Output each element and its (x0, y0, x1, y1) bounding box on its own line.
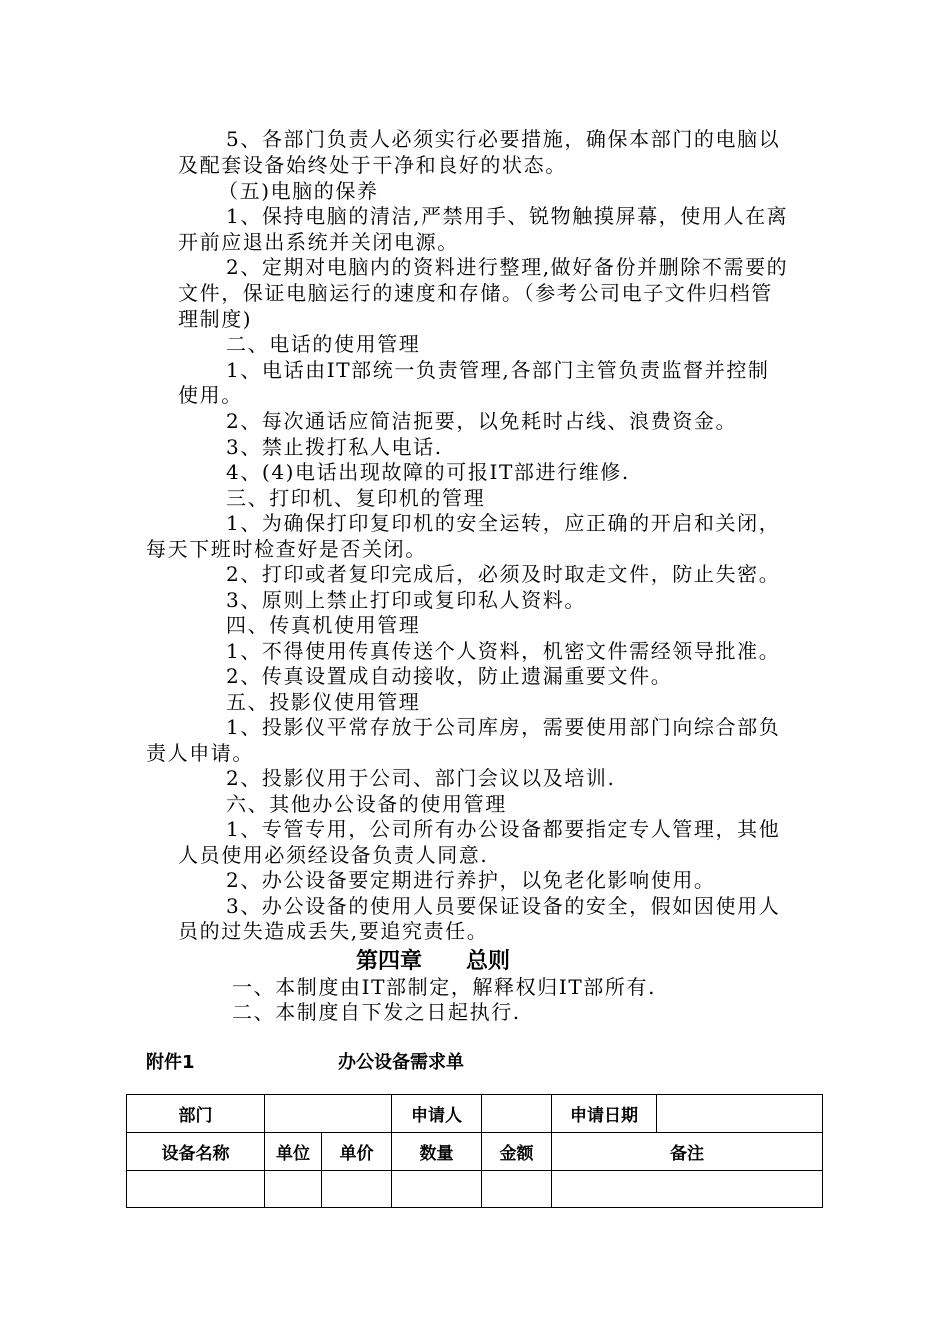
body-line: 理制度) (178, 307, 253, 331)
body-line: 5、各部门负责人必须实行必要措施，确保本部门的电脑以 (226, 127, 781, 151)
section-heading: 二、电话的使用管理 (226, 332, 421, 356)
body-line: （五)电脑的保养 (218, 179, 379, 203)
chapter-heading (356, 944, 510, 975)
body-line: 2、每次通话应简洁扼要，以免耗时占线、浪费资金。 (226, 409, 738, 433)
remarks-cell[interactable] (552, 1171, 823, 1208)
attachment-title: 办公设备需求单 (338, 1052, 464, 1073)
equipment-name-cell[interactable] (127, 1171, 265, 1208)
body-line: 2、定期对电脑内的资料进行整理,做好备份并删除不需要的 (226, 255, 789, 279)
body-line: 1、投影仪平常存放于公司库房，需要使用部门向综合部负 (226, 715, 781, 739)
body-line: 1、电话由IT部统一负责管理,各部门主管负责监督并控制 (226, 358, 770, 382)
body-line: 1、专管专用，公司所有办公设备都要指定专人管理，其他 (226, 817, 781, 841)
chapter-number: 第四章 (356, 949, 423, 974)
body-line: 员的过失造成丢失,要追究责任。 (178, 919, 489, 943)
column-header-row (127, 1133, 823, 1171)
body-line: 3、原则上禁止打印或复印私人资料。 (226, 588, 586, 612)
body-line: 每天下班时检查好是否关闭。 (146, 537, 427, 561)
section-heading: 六、其他办公设备的使用管理 (226, 792, 507, 816)
form-header-row (127, 1095, 823, 1133)
body-line: 1、保持电脑的清洁,严禁用手、锐物触摸屏幕，使用人在离 (226, 204, 789, 228)
equipment-request-form (126, 1094, 823, 1208)
body-line: 3、办公设备的使用人员要保证设备的安全，假如因使用人 (226, 894, 781, 918)
body-line: 2、办公设备要定期进行养护，以免老化影响使用。 (226, 868, 716, 892)
col-header-quantity: 数量 (392, 1133, 482, 1171)
dept-field[interactable] (265, 1095, 392, 1133)
general-line: 二、本制度自下发之日起执行. (232, 1000, 521, 1024)
body-line: 使用。 (178, 383, 243, 407)
applicant-field[interactable] (482, 1095, 552, 1133)
unit-price-cell[interactable] (322, 1171, 392, 1208)
col-header-amount: 金额 (482, 1133, 552, 1171)
section-heading: 四、传真机使用管理 (226, 613, 421, 637)
unit-cell[interactable] (265, 1171, 322, 1208)
col-header-unit-price: 单价 (322, 1133, 392, 1171)
section-heading: 五、投影仪使用管理 (226, 690, 421, 714)
table-row (127, 1171, 823, 1208)
body-line: 开前应退出系统并关闭电源。 (178, 230, 459, 254)
quantity-cell[interactable] (392, 1171, 482, 1208)
date-label: 申请日期 (552, 1095, 657, 1133)
chapter-title: 总则 (466, 949, 511, 974)
body-line: 1、不得使用传真传送个人资料，机密文件需经领导批准。 (226, 639, 781, 663)
body-line: 责人申请。 (146, 741, 254, 765)
body-line: 文件，保证电脑运行的速度和存储。（参考公司电子文件归档管 (178, 281, 773, 305)
body-line: 2、传真设置成自动接收，防止遗漏重要文件。 (226, 664, 673, 688)
col-header-equipment-name: 设备名称 (127, 1133, 265, 1171)
general-line: 一、本制度由IT部制定，解释权归IT部所有. (232, 975, 657, 999)
col-header-unit: 单位 (265, 1133, 322, 1171)
amount-cell[interactable] (482, 1171, 552, 1208)
body-line: 1、为确保打印复印机的安全运转，应正确的开启和关闭， (226, 511, 781, 535)
applicant-label: 申请人 (392, 1095, 482, 1133)
body-line: 人员使用必须经设备负责人同意. (178, 843, 489, 867)
col-header-remarks: 备注 (552, 1133, 823, 1171)
body-line: 2、打印或者复印完成后，必须及时取走文件，防止失密。 (226, 562, 781, 586)
dept-label: 部门 (127, 1095, 265, 1133)
body-line: 3、禁止拨打私人电话. (226, 435, 443, 459)
body-line: 2、投影仪用于公司、部门会议以及培训. (226, 766, 616, 790)
section-heading: 三、打印机、复印机的管理 (226, 486, 486, 510)
body-line: 及配套设备始终处于干净和良好的状态。 (178, 153, 567, 177)
attachment-label: 附件1 (146, 1052, 195, 1073)
date-field[interactable] (657, 1095, 823, 1133)
body-line: 4、(4)电话出现故障的可报IT部进行维修. (226, 460, 630, 484)
